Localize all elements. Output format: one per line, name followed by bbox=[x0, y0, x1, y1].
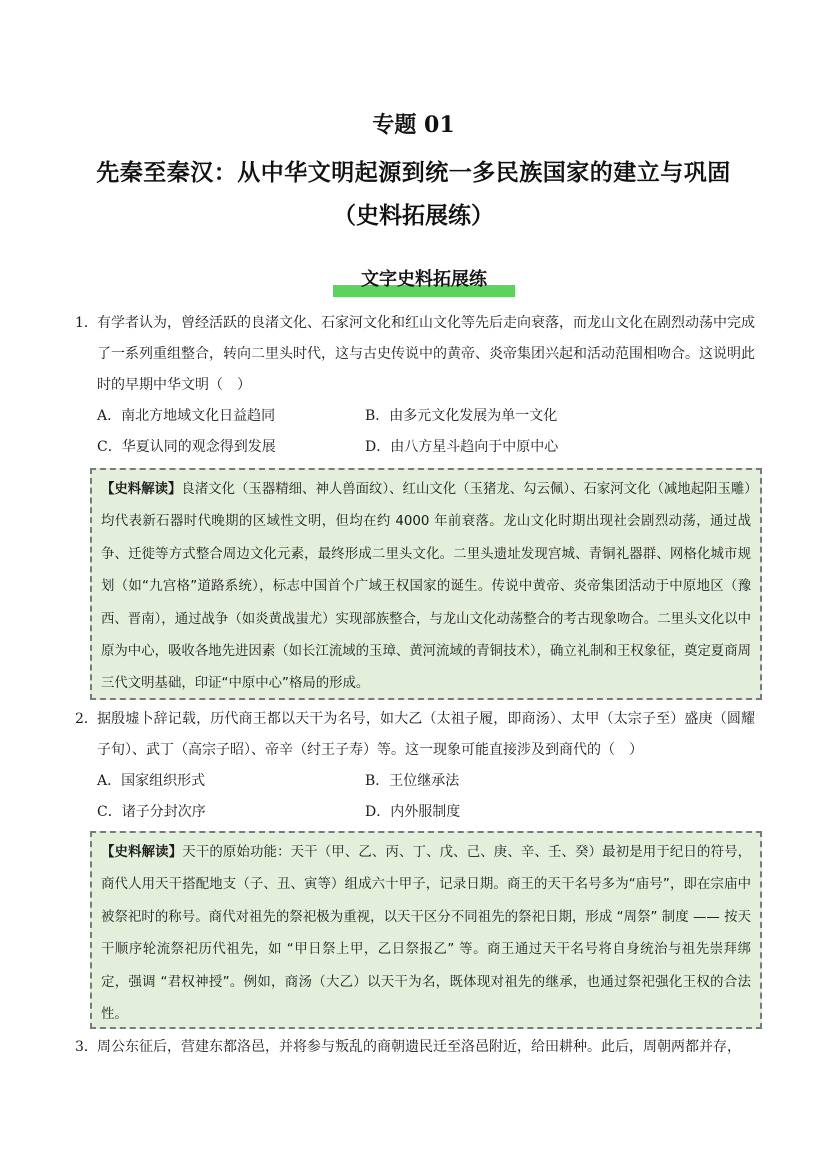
option-d[interactable]: D．内外服制度 bbox=[365, 804, 461, 820]
option-c[interactable]: C．华夏认同的观念得到发展 bbox=[97, 439, 276, 455]
analysis-text: 良渚文化（玉器精细、神人兽面纹）、红山文化（玉猪龙、勾云佩）、石家河文化（减地起阳玉雕）均代表新石器时代晚期的区域性文明，但均在约 4000 年前衰落。龙山文化时期出现社会剧烈动荡，通过战争、迁徙等方式整合周边文化元素，最终形成二里头文化。二里头遗址发现宫城、青铜礼器群、网格化城市规划（如“九宫格”道路系统），标志中国首个广域王权国家的诞生。传说中黄帝、炎帝集团活动于中原地区（豫西、晋南），通过战争（如炎黄战蚩尤）实现部族整合，与龙山文化动荡整合的考古现象吻合。二里头文化以中原为中心，吸收各地先进因素（如长江流域的玉璋、黄河流域的青铜技术），确立礼制和王权象征，奠定夏商周三代文明基础，印证“中原中心”格局的形成。 bbox=[101, 482, 751, 692]
question-1 bbox=[75, 308, 755, 463]
section-banner-label: 文字史料拓展练 bbox=[361, 269, 487, 290]
analysis-tag: 【史料解读】 bbox=[101, 482, 182, 497]
option-b[interactable]: B．由多元文化发展为单一文化 bbox=[365, 408, 558, 424]
section-banner bbox=[333, 265, 515, 297]
analysis-text: 天干的原始功能：天干（甲、乙、丙、丁、戊、己、庚、辛、壬、癸）最初是用于纪日的符号，商代人用天干搭配地支（子、丑、寅等）组成六十甲子，记录日期。商王的天干名号多为“庙号”，即在宗庙中被祭祀时的称号。商代对祖先的祭祀极为重视，以天干区分不同祖先的祭祀日期，形成 “周祭” 制度 —— 按天干顺序轮流祭祀历代祖先，如 “甲日祭上甲，乙日祭报乙” 等。商王通过天干名号将自身统治与祖先崇拜绑定，强调 “君权神授”。例如，商汤（大乙）以天干为名，既体现对祖先的继承，也通过祭祀强化王权的合法性。 bbox=[101, 845, 752, 1023]
question-2 bbox=[75, 704, 755, 828]
question-stem: 周公东征后，营建东都洛邑，并将参与叛乱的商朝遗民迁至洛邑附近，给田耕种。此后，周朝两都并存， bbox=[97, 1039, 741, 1055]
options-list bbox=[97, 766, 755, 828]
question-number: 3． bbox=[75, 1039, 98, 1055]
page-subtitle: （史料拓展练） bbox=[333, 202, 494, 229]
options-list bbox=[97, 401, 755, 463]
page-title: 先秦至秦汉：从中华文明起源到统一多民族国家的建立与巩固 bbox=[96, 159, 731, 186]
question-stem: 有学者认为，曾经活跃的良渚文化、石家河文化和红山文化等先后走向衰落，而龙山文化在剧烈动荡中完成了一系列重组整合，转向二里头时代，这与古史传说中的黄帝、炎帝集团兴起和活动范围相吻合。这说明此时的早期中华文明（ ） bbox=[97, 315, 755, 393]
option-b[interactable]: B．王位继承法 bbox=[365, 773, 460, 789]
question-3 bbox=[75, 1032, 755, 1063]
option-d[interactable]: D．由八方星斗趋向于中原中心 bbox=[365, 439, 559, 455]
analysis-tag: 【史料解读】 bbox=[101, 845, 183, 860]
topic-number: 专题 01 bbox=[372, 112, 455, 138]
question-number: 1． bbox=[75, 315, 98, 331]
analysis-box-2 bbox=[90, 831, 762, 1029]
option-a[interactable]: A．国家组织形式 bbox=[97, 773, 206, 789]
question-stem: 据殷墟卜辞记载，历代商王都以天干为名号，如大乙（太祖子履，即商汤）、太甲（太宗子至）盛庚（圆耀子旬）、武丁（高宗子昭）、帝辛（纣王子寿）等。这一现象可能直接涉及到商代的（ ） bbox=[97, 711, 755, 758]
analysis-box-1 bbox=[90, 468, 762, 700]
option-a[interactable]: A．南北方地域文化日益趋同 bbox=[97, 408, 276, 424]
question-number: 2． bbox=[75, 711, 98, 727]
option-c[interactable]: C．诸子分封次序 bbox=[97, 804, 206, 820]
title-block bbox=[0, 108, 827, 236]
